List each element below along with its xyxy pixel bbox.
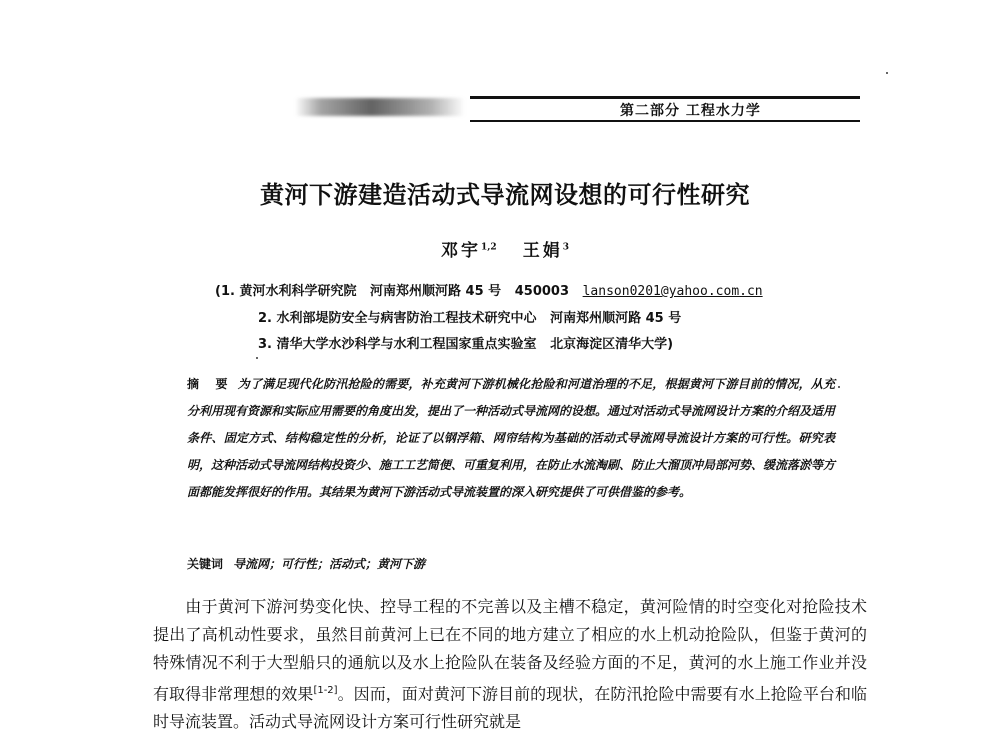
body-text-part2: 。因而，面对黄河下游目前的现状，在防汛抢险中需要有水上抢险平台和临时导流装置。活动式导流网设计方案可行性研究就是 (153, 684, 867, 732)
citation: [1-2] (313, 685, 338, 696)
keywords (187, 555, 425, 572)
body-text-part1: 由于黄河下游河势变化快、控导工程的不完善以及主槽不稳定，黄河险情的时空变化对抢险技术提出了高机动性要求，虽然目前黄河上已在不同的地方建立了相应的水上机动抢险队，但鉴于黄河的特殊情况不利于大型船只的通航以及水上抢险队在装备及经验方面的不足，黄河的水上施工作业并没有取得非常理想的效果 (153, 597, 867, 704)
keywords-text: 导流网；可行性；活动式；黄河下游 (233, 557, 426, 571)
affiliation-1 (215, 280, 763, 299)
abstract-label: 摘 要 (187, 377, 234, 391)
affiliation-text: (1. 黄河水利科学研究院 河南郑州顺河路 45 号 450003 (215, 284, 583, 299)
abstract (187, 371, 835, 506)
body-paragraph (153, 593, 867, 736)
author-affil-sup: 1,2 (481, 242, 497, 253)
abstract-text: 为了满足现代化防汛抢险的需要，补充黄河下游机械化抢险和河道治理的不足，根据黄河下游目前的情况，从充分利用现有资源和实际应用需要的角度出发，提出了一种活动式导流网的设想。通过对活动式导流网设计方案的介绍及适用条件、固定方式、结构稳定性的分析，论证了以钢浮箱、网帘结构为基础的活动式导流网导流设计方案的可行性。研究表明，这种活动式导流网结构投资少、施工工艺简便、可重复利用，在防止水流淘刷、防止大溜顶冲局部河势、缓流落淤等方面都能发挥很好的作用。其结果为黄河下游活动式导流装置的深入研究提供了可供借鉴的参考。 (187, 377, 836, 499)
author-line (0, 236, 1000, 261)
paper-title: 黄河下游建造活动式导流网设想的可行性研究 (260, 181, 750, 209)
keywords-label: 关键词 (187, 557, 224, 571)
scan-speck (838, 386, 840, 388)
affiliation-text: 3. 清华大学水沙科学与水利工程国家重点实验室 北京海淀区清华大学) (258, 337, 674, 352)
scan-speck (256, 357, 258, 359)
affiliation-text: 2. 水利部堤防安全与病害防治工程技术研究中心 河南郑州顺河路 45 号 (258, 311, 682, 326)
author-name: 邓宇 (441, 241, 482, 261)
affiliation-3 (258, 333, 673, 352)
section-label: 第二部分 工程水力学 (620, 103, 761, 119)
affiliation-2 (258, 307, 681, 326)
author-affil-sup: 3 (562, 242, 569, 253)
scan-speck (886, 72, 888, 74)
email-link[interactable]: lanson0201@yahoo.com.cn (582, 284, 763, 299)
scan-artifact (295, 98, 465, 116)
author-name: 王娟 (522, 241, 563, 261)
